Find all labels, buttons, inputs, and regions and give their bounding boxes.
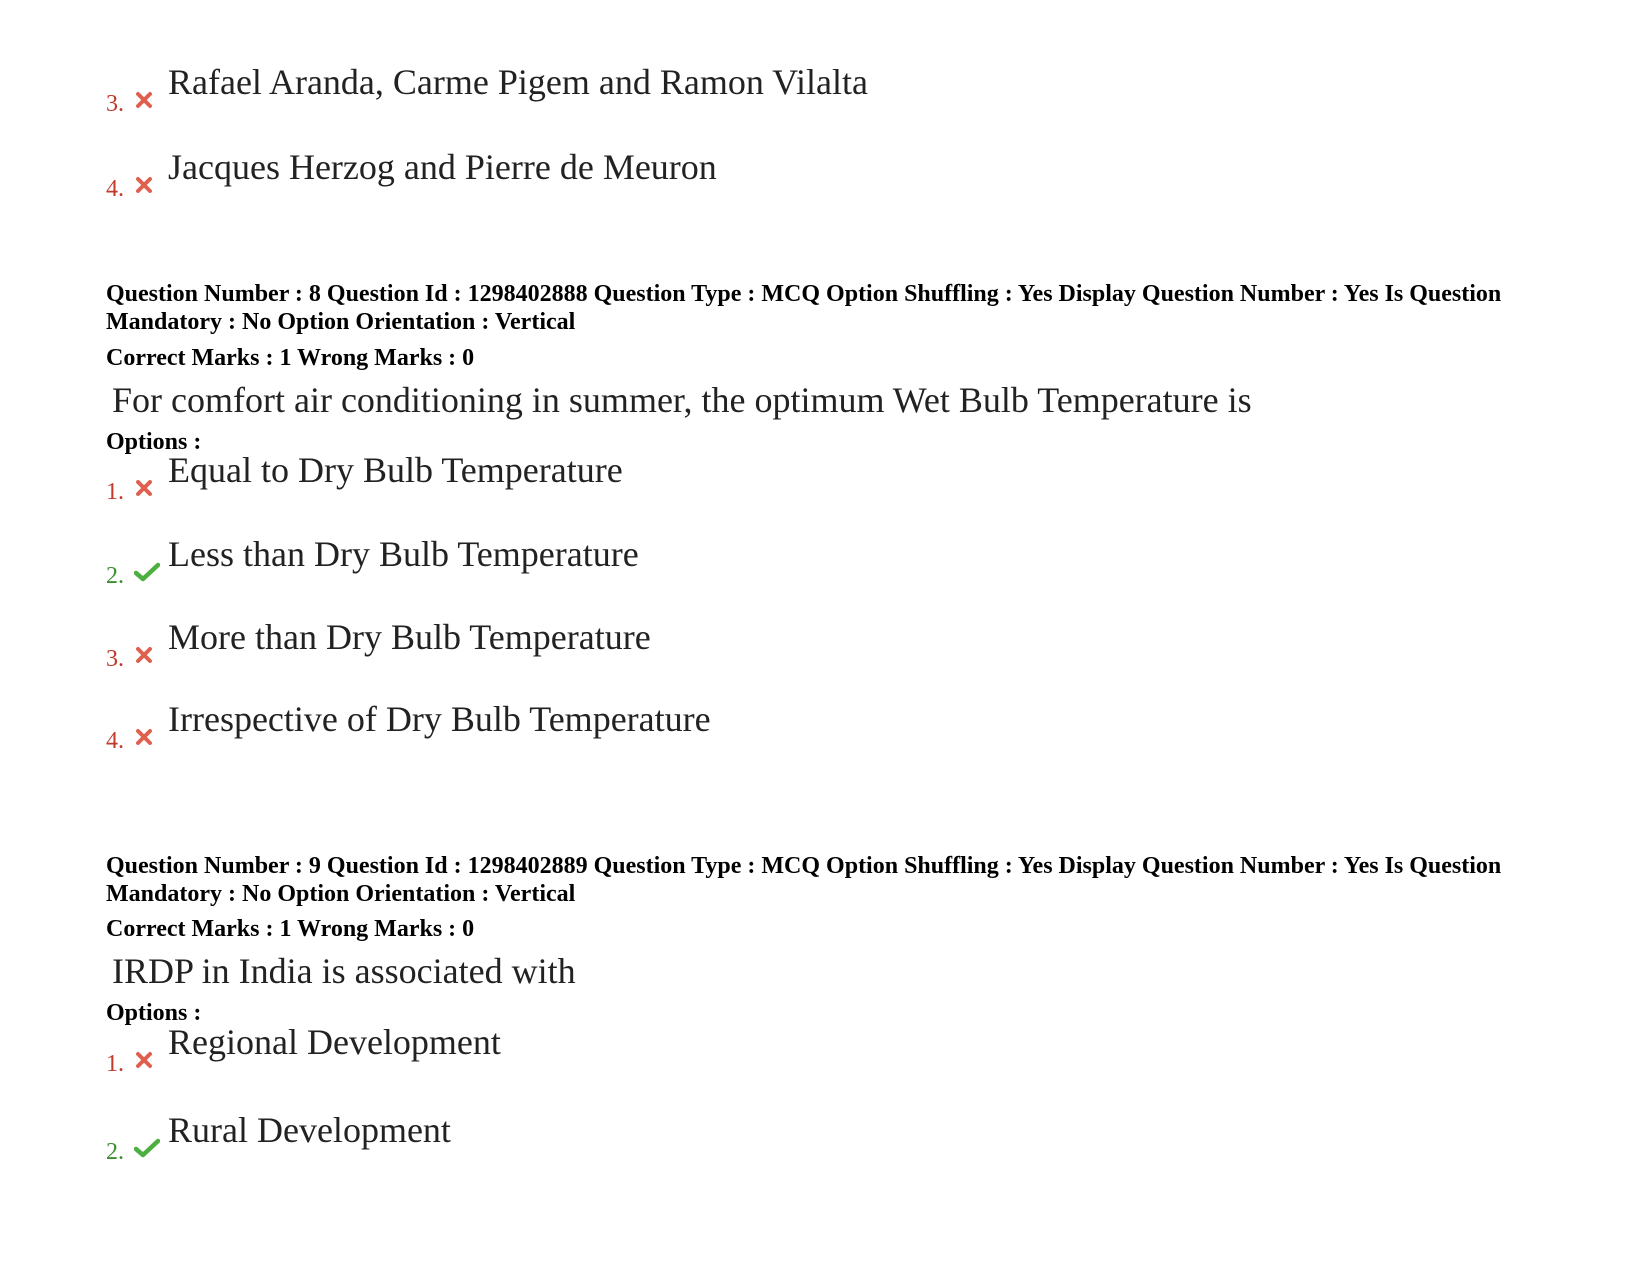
cross-icon: [134, 727, 154, 747]
option-number: 2.: [106, 563, 124, 589]
option-text: Rural Development: [168, 1110, 451, 1150]
option-1: [106, 1016, 1506, 1076]
option-text: Jacques Herzog and Pierre de Meuron: [168, 147, 717, 187]
option-prev-3: [106, 56, 1506, 116]
option-prev-4: [106, 141, 1506, 201]
option-1: [106, 444, 1506, 504]
cross-icon: [134, 1050, 154, 1070]
option-text: More than Dry Bulb Temperature: [168, 617, 651, 657]
question-marks: Correct Marks : 1 Wrong Marks : 0: [106, 916, 475, 942]
check-icon: [134, 562, 160, 582]
check-icon: [134, 1138, 160, 1158]
option-2: [106, 528, 1506, 588]
question-meta: Question Number : 9 Question Id : 1298402889 Question Type : MCQ Option Shuffling : Yes Display Question Number : Yes Is Question Mandatory : No Option Orientation : Vertical: [106, 853, 1502, 907]
cross-icon: [134, 90, 154, 110]
option-2: [106, 1104, 1506, 1164]
cross-icon: [134, 478, 154, 498]
option-number: 3.: [106, 91, 124, 117]
option-number: 1.: [106, 1051, 124, 1077]
option-4: [106, 693, 1506, 753]
options-label: Options :: [106, 429, 202, 455]
option-text: Less than Dry Bulb Temperature: [168, 534, 639, 574]
option-number: 2.: [106, 1139, 124, 1165]
cross-icon: [134, 645, 154, 665]
option-text: Equal to Dry Bulb Temperature: [168, 450, 623, 490]
question-marks: Correct Marks : 1 Wrong Marks : 0: [106, 345, 475, 371]
option-number: 4.: [106, 728, 124, 754]
question-text: IRDP in India is associated with: [112, 951, 576, 991]
option-text: Regional Development: [168, 1022, 501, 1062]
option-3: [106, 611, 1506, 671]
option-number: 1.: [106, 479, 124, 505]
option-text: Rafael Aranda, Carme Pigem and Ramon Vilalta: [168, 62, 868, 102]
question-text: For comfort air conditioning in summer, the optimum Wet Bulb Temperature is: [112, 380, 1252, 420]
option-number: 4.: [106, 176, 124, 202]
option-number: 3.: [106, 646, 124, 672]
option-text: Irrespective of Dry Bulb Temperature: [168, 699, 711, 739]
question-meta: Question Number : 8 Question Id : 1298402888 Question Type : MCQ Option Shuffling : Yes Display Question Number : Yes Is Question Mandatory : No Option Orientation : Vertical: [106, 281, 1502, 335]
options-label: Options :: [106, 1000, 202, 1026]
cross-icon: [134, 175, 154, 195]
